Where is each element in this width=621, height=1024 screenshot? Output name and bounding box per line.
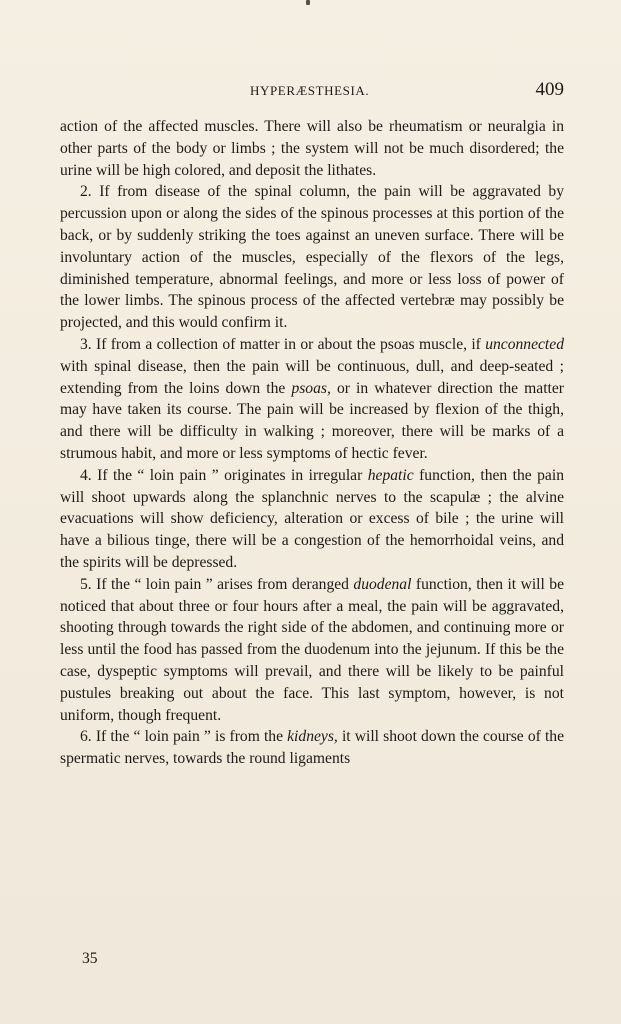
running-head: [60, 79, 564, 101]
text-run: function, then it will be noticed that about three or four hours after a meal, the pain will be aggravated, shooting through towards the right side of the abdomen, and continuing more or less until the food has passed from the duodenum into the jejunum. If this be the case, dyspeptic symptoms will prevail, and there will be likely to be painful pustules breaking out about the face. This last symptom, however, is not uniform, though frequent.: [60, 575, 564, 724]
text-run: action of the affected muscles. There will also be rheumatism or neuralgia in other parts of the body or limbs ; the system will not be much disordered; the urine will be high colored, and deposit the lithates.: [60, 118, 564, 179]
text-run: or in whatever direction the matter may have taken its course. The pain will be increased by flexion of the thigh, and there will be difficulty in walking ; moreover, there will be marks of a strumous habit, and more or less symptoms of hectic fever.: [60, 379, 564, 462]
paragraph: [60, 574, 564, 727]
body-text: [60, 116, 564, 770]
text-run: 5. If the “ loin pain ” arises from deranged: [80, 575, 354, 593]
page-number: 409: [535, 79, 564, 100]
italic-text: unconnected: [485, 335, 564, 353]
italic-text: kidneys,: [287, 728, 338, 746]
paragraph: [60, 334, 564, 465]
text-run: it will shoot down the course of the spermatic nerves, towards the round ligaments: [60, 728, 565, 768]
ink-speck: [306, 0, 310, 5]
text-run: with spinal disease, then the pain will be continuous, dull, and deep-seated ; extending from the loins down the: [60, 357, 564, 397]
paragraph: [60, 465, 564, 574]
running-title: HYPERÆSTHESIA.: [250, 83, 370, 98]
paragraph: [60, 726, 564, 770]
italic-text: duodenal: [353, 575, 412, 593]
text-run: 6. If the “ loin pain ” is from the: [80, 728, 288, 746]
paragraph: [60, 181, 564, 334]
text-run: function, then the pain will shoot upwards along the splanchnic nerves to the scapulæ ; the alvine evacuations will show deficiency, alteration or excess of bile ; the urine will have a bilious tinge, there will be a congestion of the hemorrhoidal veins, and the spirits will be depressed.: [60, 466, 564, 571]
text-run: 2. If from disease of the spinal column, the pain will be aggravated by percussion upon or along the sides of the spinous processes at this portion of the back, or by suddenly striking the toes against an uneven surface. There will be involuntary action of the muscles, especially of the flexors of the legs, diminished temperature, abnormal feelings, and more or less loss of power of the lower limbs. The spinous process of the affected vertebræ may possibly be projected, and this would confirm it.: [60, 183, 564, 332]
text-run: 4. If the “ loin pain ” originates in irregular: [80, 466, 368, 484]
signature-mark: 35: [82, 950, 98, 967]
italic-text: psoas,: [291, 379, 331, 397]
text-run: 3. If from a collection of matter in or about the psoas muscle, if: [80, 335, 486, 353]
paragraph: [60, 116, 564, 181]
italic-text: hepatic: [367, 466, 414, 484]
